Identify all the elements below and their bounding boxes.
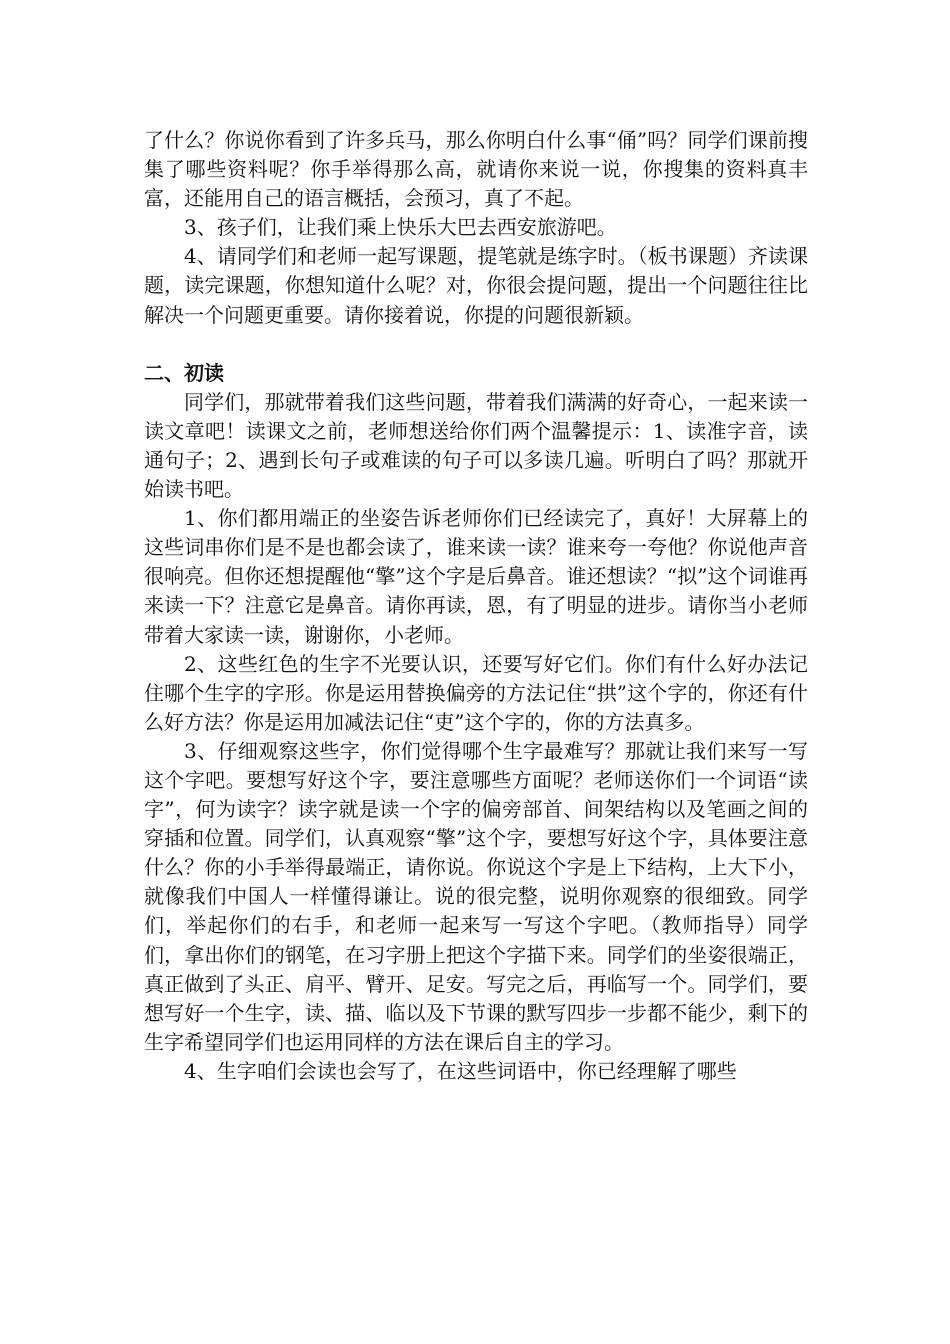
paragraph-step-3: 3、孩子们，让我们乘上快乐大巴去西安旅游吧。 [184,215,617,240]
paragraph-item-2: 2、这些红色的生字不光要认识，还要写好它们。你们有什么好办法记住哪个生字的字形。你是运用替换偏旁的方法记住“拱”这个字的，你还有什么好方法？你是运用加减法记住“吏”这个字的，你的方法真多。 [144,651,808,734]
paragraph-step-4: 4、请同学们和老师一起写课题，提笔就是练字时。（板书课题）齐读课题，读完课题，你想知道什么呢？对，你很会提问题，提出一个问题往往比解决一个问题更重要。请你接着说，你提的问题很新颖。 [144,244,808,327]
paragraph-item-3: 3、仔细观察这些字，你们觉得哪个生字最难写？那就让我们来写一写这个字吧。要想写好这个字，要注意哪些方面呢？老师送你们一个词语“读字”，何为读字？读字就是读一个字的偏旁部首、间架结构以及笔画之间的穿插和位置。同学们，认真观察“擎”这个字，要想写好这个字，具体要注意什么？你的小手举得最端正，请你说。你说这个字是上下结构，上大下小，就像我们中国人一样懂得谦让。说的很完整，说明你观察的很细致。同学们，举起你们的右手，和老师一起来写一写这个字吧。（教师指导）同学们，拿出你们的钢笔，在习字册上把这个字描下来。同学们的坐姿很端正，真正做到了头正、肩平、臂开、足安。写完之后，再临写一个。同学们，要想写好一个生字，读、描、临以及下节课的默写四步一步都不能少，剩下的生字希望同学们也运用同样的方法在课后自主的学习。 [144,738,808,1054]
paragraph-lead: 同学们，那就带着我们这些问题，带着我们满满的好奇心，一起来读一读文章吧！读课文之前，老师想送给你们两个温馨提示：1、读准字音，读通句子；2、遇到长句子或难读的句子可以多读几遍。听明白了吗？那就开始读书吧。 [144,389,808,502]
section-gap [144,330,808,359]
document-page [144,126,808,1086]
paragraph-continued: 了什么？你说你看到了许多兵马，那么你明白什么事“俑”吗？同学们课前搜集了哪些资料呢？你手举得那么高，就请你来说一说，你搜集的资料真丰富，还能用自己的语言概括，会预习，真了不起。 [144,128,808,211]
section-heading: 二、初读 [144,360,224,385]
paragraph-item-4: 4、生字咱们会读也会写了，在这些词语中，你已经理解了哪些 [184,1058,737,1083]
paragraph-item-1: 1、你们都用端正的坐姿告诉老师你们已经读完了，真好！大屏幕上的这些词串你们是不是也都会读了，谁来读一读？谁来夸一夸他？你说他声音很响亮。但你还想提醒他“擎”这个字是后鼻音。谁还想读？“拟”这个词谁再来读一下？注意它是鼻音。请你再读，恩，有了明显的进步。请你当小老师带着大家读一读，谢谢你，小老师。 [144,506,808,647]
